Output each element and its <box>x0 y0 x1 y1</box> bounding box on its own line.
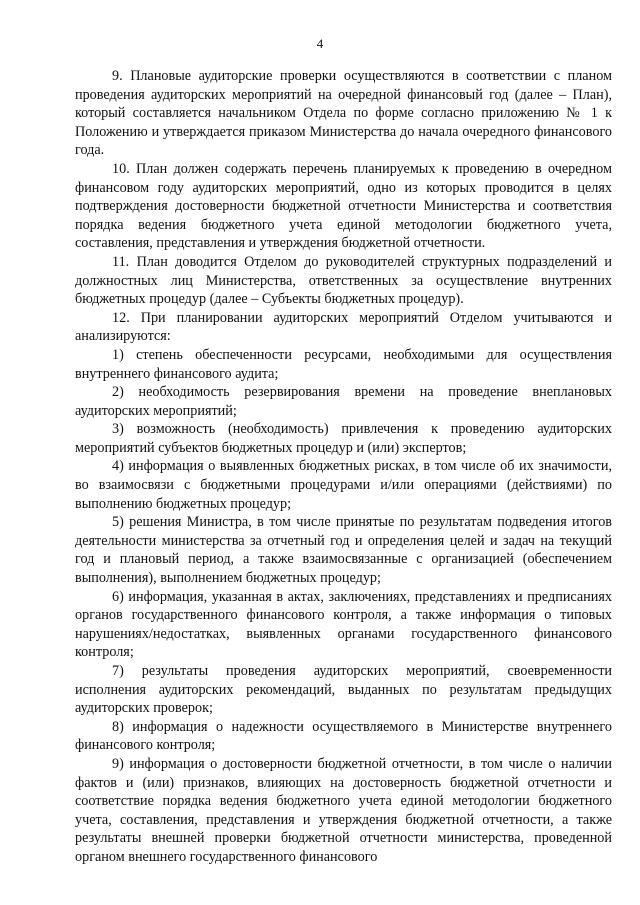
subitem-3: 3) возможность (необходимость) привлечения к проведению аудиторских мероприятий субъектов бюджетных процедур и (или) экспертов; <box>75 421 612 456</box>
document-body <box>75 67 612 867</box>
subitem-2: 2) необходимость резервирования времени на проведение внеплановых аудиторских мероприятий; <box>75 384 612 419</box>
paragraph-item-12: 12. При планировании аудиторских мероприятий Отделом учитываются и анализируются: <box>75 309 612 345</box>
subitem-4: 4) информация о выявленных бюджетных рисках, в том числе об их значимости, во взаимосвязи с бюджетными процедурами и/или операциями (действиями) по выполнению бюджетных процедур; <box>75 458 612 512</box>
subitem-6: 6) информация, указанная в актах, заключениях, представлениях и предписаниях органов государственного финансового контроля, а также информация о типовых нарушениях/недостатках, выявленных органами государственного финансового контроля; <box>75 588 612 661</box>
paragraph-item-11: 11. План доводится Отделом до руководителей структурных подразделений и должностных лиц Министерства, ответственных за осуществление внутренних бюджетных процедур (далее – Субъекты бюджетных процедур). <box>75 253 612 308</box>
paragraph-item-9: 9. Плановые аудиторские проверки осуществляются в соответствии с планом проведения аудиторских мероприятий на очередной финансовый год (далее – План), который составляется начальником Отдела по форме согласно приложению № 1 к Положению и утверждается приказом Министерства до начала очередного финансового года. <box>75 68 612 159</box>
page-number: 4 <box>316 36 324 51</box>
subitem-7: 7) результаты проведения аудиторских мероприятий, своевременности исполнения аудиторских рекомендаций, выданных по результатам предыдущих аудиторских проверок; <box>75 663 612 717</box>
paragraph-item-10: 10. План должен содержать перечень планируемых к проведению в очередном финансовом году аудиторских мероприятий, одно из которых проводится в целях подтверждения достоверности бюджетной отчетности Министерства и соответствия порядка ведения бюджетного учета единой методологии бюджетного учета, составления, представления и утверждения бюджетной отчетности. <box>75 160 612 252</box>
subitem-5: 5) решения Министра, в том числе принятые по результатам подведения итогов деятельности министерства за отчетный год и определения целей и задач на текущий год и плановый период, а также взаимосвязанные с организацией (обеспечением выполнения), выполнением бюджетных процедур; <box>75 514 612 587</box>
subitem-1: 1) степень обеспеченности ресурсами, необходимыми для осуществления внутреннего финансового аудита; <box>75 346 612 382</box>
subitem-9: 9) информация о достоверности бюджетной отчетности, в том числе о наличии фактов и (или) признаков, влияющих на достоверность бюджетной отчетности и соответствие порядка ведения бюджетного учета единой методологии бюджетного учета, составления, представления и утверждения бюджетной отчетности, а также результаты внешней проверки бюджетной отчетности министерства, проведенной органом внешнего государственного финансового <box>75 755 612 865</box>
subitem-8: 8) информация о надежности осуществляемого в Министерстве внутреннего финансового контроля; <box>75 718 612 754</box>
